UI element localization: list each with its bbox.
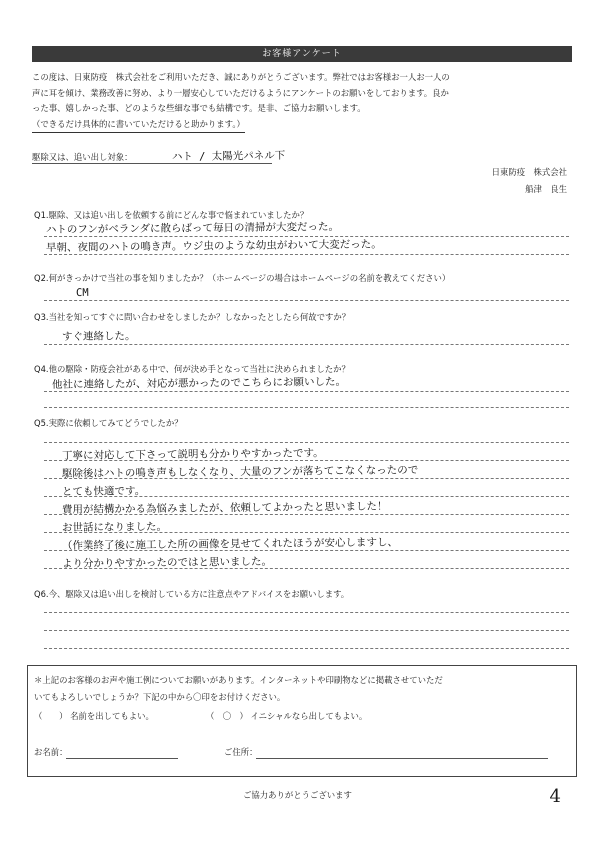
answer-rule bbox=[44, 478, 569, 479]
answer-rule bbox=[44, 496, 569, 497]
answer-rule bbox=[44, 254, 569, 255]
answer-rule bbox=[44, 532, 569, 533]
answer-rule bbox=[44, 344, 569, 345]
target-value: ハト / 太陽光パネル下 bbox=[171, 149, 286, 163]
answer-rule bbox=[44, 391, 569, 392]
answer-q5-line2: 駆除後はハトの鳴き声もしなくなり、大量のフンが落ちてこなくなったので bbox=[61, 464, 419, 480]
target-row bbox=[32, 151, 133, 163]
question-q2: Q2.何がきっかけで当社の事を知りましたか？（ホームページの場合はホームページの名前を教えてください） bbox=[34, 273, 451, 283]
page-number: 4 bbox=[549, 786, 561, 807]
answer-rule bbox=[44, 612, 569, 613]
option-name-text: 名前を出してもよい。 bbox=[70, 711, 154, 721]
address-field[interactable] bbox=[256, 758, 548, 759]
staff-name: 船津 良生 bbox=[525, 184, 567, 194]
survey-title: お客様アンケート bbox=[32, 46, 572, 62]
intro-text bbox=[32, 70, 572, 133]
answer-rule bbox=[44, 460, 569, 461]
consent-option-initial[interactable] bbox=[206, 710, 367, 722]
name-label: お名前： bbox=[34, 747, 68, 757]
consent-box bbox=[27, 665, 577, 777]
intro-line: 声に耳を傾け、業務改善に努め、より一層安心していただけるようにアンケートのお願いをしております。良か bbox=[32, 87, 449, 98]
answer-rule bbox=[44, 630, 569, 631]
target-label: 駆除又は、追い出し対象： bbox=[32, 152, 133, 162]
intro-line: この度は、日東防疫 株式会社をご利用いただき、誠にありがとうございます。弊社ではお客様お一人お一人の bbox=[32, 72, 450, 82]
question-q6: Q6.今、駆除又は追い出しを検討している方に注意点やアドバイスをお願いします。 bbox=[34, 589, 350, 599]
company-name: 日東防疫 株式会社 bbox=[491, 167, 567, 177]
answer-q2: CM bbox=[75, 286, 89, 299]
answer-rule bbox=[44, 550, 569, 551]
address-label: ご住所： bbox=[224, 747, 258, 757]
answer-q1-line2: 早朝、夜間のハトの鳴き声。ウジ虫のような幼虫がわいて大変だった。 bbox=[45, 238, 382, 254]
answer-q4: 他社に連絡したが、対応が悪かったのでこちらにお願いした。 bbox=[51, 375, 347, 391]
option-initial-mark[interactable]: （ 〇 ） bbox=[206, 711, 248, 721]
question-q3: Q3.当社を知ってすぐに問い合わせをしましたか？しなかったとしたら何故ですか？ bbox=[34, 312, 351, 322]
question-q4: Q4.他の駆除・防疫会社がある中で、何が決め手となって当社に決められましたか？ bbox=[34, 364, 350, 374]
answer-rule bbox=[44, 442, 569, 443]
footer-thanks: ご協力ありがとうございます bbox=[243, 790, 352, 800]
answer-q1-line1: ハトのフンがベランダに散らばって毎日の清掃が大変だった。 bbox=[45, 220, 340, 236]
option-name-mark[interactable]: （ ） bbox=[34, 711, 68, 721]
answer-rule bbox=[44, 236, 569, 237]
answer-rule bbox=[44, 407, 569, 408]
answer-rule bbox=[44, 514, 569, 515]
name-field[interactable] bbox=[66, 758, 178, 759]
answer-q5-line6: （作業終了後に施工した所の画像を見せてくれたほうが安心しますし、 bbox=[61, 536, 399, 552]
answer-q5-line1: 丁寧に対応して下さって説明も分かりやすかったです。 bbox=[61, 447, 324, 462]
answer-q5-line5: お世話になりました。 bbox=[61, 520, 168, 534]
answer-q5-line3: とても快適です。 bbox=[61, 485, 146, 498]
consent-option-name[interactable] bbox=[34, 710, 154, 722]
answer-rule bbox=[44, 648, 569, 649]
question-q1: Q1.駆除、又は追い出しを依頼する前にどんな事で悩まれていましたか？ bbox=[34, 210, 309, 220]
answer-rule bbox=[44, 568, 569, 569]
target-underline bbox=[32, 163, 272, 164]
answer-q5-line4: 費用が結構かかる為悩みましたが、依頼してよかったと思いました！ bbox=[61, 500, 388, 516]
intro-note: （できるだけ具体的に書いていただけると助かります。） bbox=[32, 117, 245, 134]
option-initial-text: イニシャルなら出してもよい。 bbox=[250, 711, 368, 721]
consent-line1: ＊上記のお客様のお声や施工例についてお願いがあります。インターネットや印刷物などに掲載させていただ bbox=[34, 675, 443, 685]
intro-line: った事、嬉しかった事、どのような些細な事でも結構です。是非、ご協力お願いします。 bbox=[32, 103, 366, 113]
question-q5: Q5.実際に依頼してみてどうでしたか？ bbox=[34, 418, 183, 428]
consent-line2: いてもよろしいでしょうか？下記の中から〇印をお付けください。 bbox=[34, 692, 286, 702]
answer-q3: すぐ連絡した。 bbox=[61, 330, 136, 343]
answer-rule bbox=[44, 300, 569, 301]
answer-q5-line7: より分かりやすかったのではと思いました。 bbox=[61, 555, 273, 570]
